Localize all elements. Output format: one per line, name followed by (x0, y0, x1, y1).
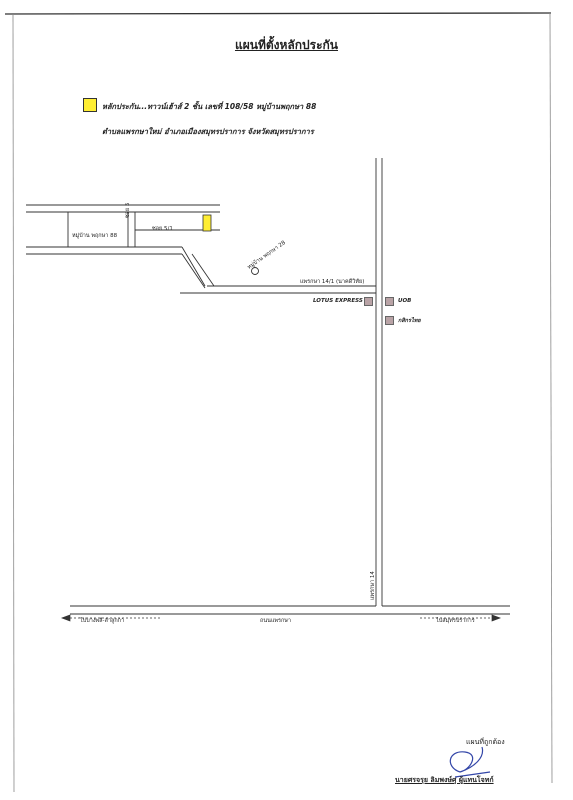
village-28-label: หมู่บ้าน พฤกษา 28 (246, 239, 287, 271)
poi-uob-label: UOB (398, 298, 412, 304)
page-title: แผนที่ตั้งหลักประกัน (234, 38, 339, 52)
road-upper-left (26, 205, 220, 288)
left-destination-label: ไปบางพลี-ลำลูกกา (80, 618, 125, 624)
soi5-1-label: ซอย 5/1 (152, 226, 173, 232)
road-14-label: แพรกษา 14 (370, 571, 376, 600)
road-14-1-label: แพรกษา 14/1 (นาคดีวิทัย) (300, 279, 365, 285)
right-destination-label: ไปสมุทรปราการ (436, 618, 475, 624)
poi-lotus-label: LOTUS EXPRESS (313, 298, 363, 304)
page-top-border (5, 13, 551, 14)
signature-name: นายศรจรุย ลิมพงษ์ศุ ผู้แทนโจทก์ (395, 776, 494, 784)
village-88-label: หมู่บ้าน พฤกษา 88 (72, 233, 118, 239)
road-praeksa-14 (376, 158, 382, 606)
signature-title: แผนที่ถูกต้อง (466, 738, 505, 746)
main-road-label: ถนนแพรกษา (260, 618, 292, 624)
poi-kasikorn-marker (385, 316, 394, 325)
collateral-marker (203, 215, 211, 231)
road-praeksa-14-1 (180, 286, 376, 293)
legend-line-2: ตำบลแพรกษาใหม่ อำเภอเมืองสมุทรปราการ จังหวัดสมุทรปราการ (102, 127, 314, 136)
poi-uob-marker (385, 297, 394, 306)
page-right-border (550, 13, 552, 783)
poi-lotus-marker (364, 297, 373, 306)
page-left-border (13, 14, 14, 792)
legend-swatch (83, 98, 97, 112)
main-road (70, 606, 510, 614)
legend-line-1: หลักประกัน...ทาวน์เฮ้าส์ 2 ชั้น เลขที่ 108/58 หมู่บ้านพฤกษา 88 (102, 102, 317, 111)
poi-kasikorn-label: กสิกรไทย (398, 318, 421, 324)
soi5-label: ซอย 5 (125, 202, 131, 218)
